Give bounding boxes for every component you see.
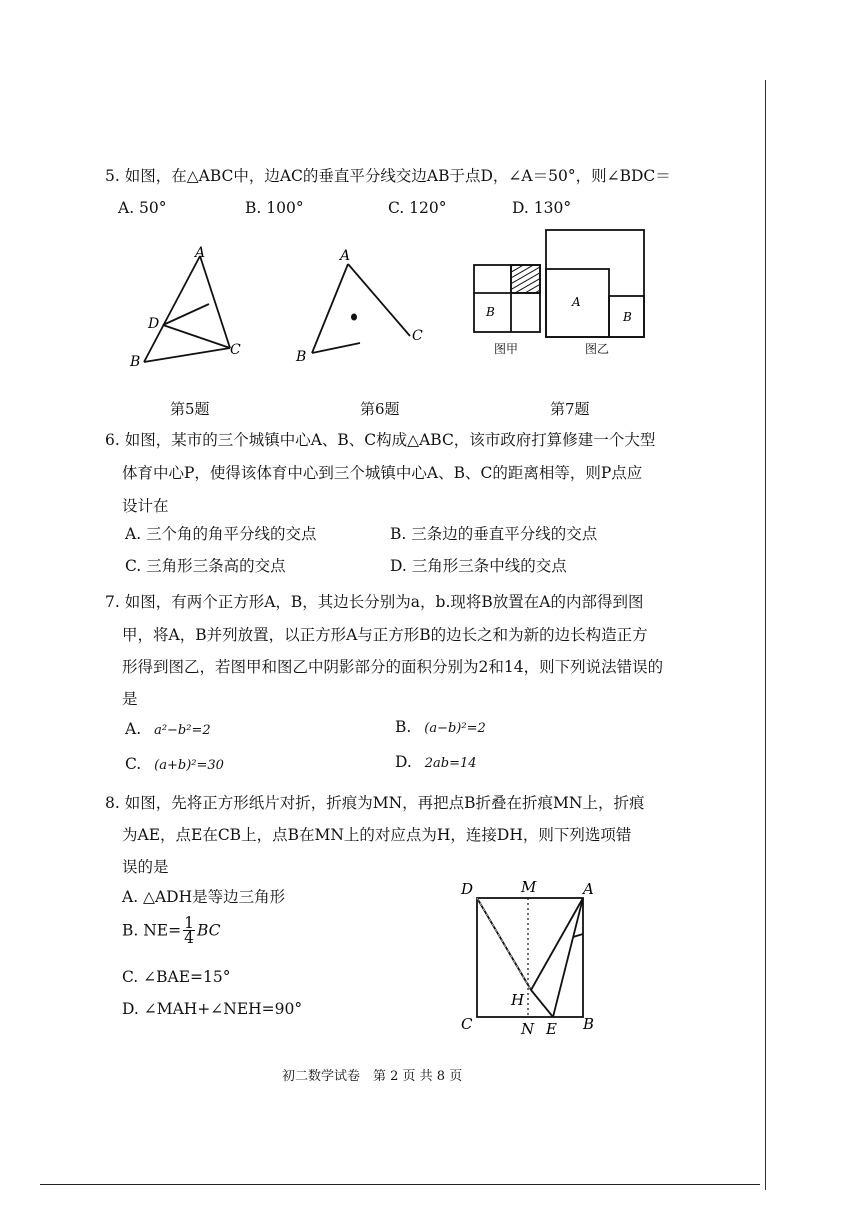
page-footer: 初二数学试卷 第 2 页 共 8 页 [282,1069,463,1084]
q7-option-b-letter: B. [395,718,412,736]
fig8-label-n: N [521,1020,535,1038]
fig7-yi-caption: 图乙 [585,342,610,356]
q7-option-b [395,718,486,736]
q7-option-c-letter: C. [125,755,142,773]
fig5-label-d: D [148,316,160,332]
q7-line3: 形得到图乙，若图甲和图乙中阴影部分的面积分别为2和14，则下列说法错误的 [122,658,664,676]
fig8-label-d: D [461,880,474,898]
q6-line1: 6. 如图，某市的三个城镇中心A、B、C构成△ABC，该市政府打算修建一个大型 [105,431,656,449]
q5-option-b: B. 100° [245,199,304,217]
fig8-label-a: A [583,880,594,898]
q7-line1: 7. 如图，有两个正方形A，B，其边长分别为a，b.现将B放置在A的内部得到图 [105,593,644,611]
fig7-caption: 第7题 [550,400,590,418]
fig5-caption: 第5题 [170,400,210,418]
q8-line1: 8. 如图，先将正方形纸片对折，折痕为MN，再把点B折叠在折痕MN上，折痕 [105,794,645,812]
fraction-numerator: 1 [184,914,194,932]
q7-option-c [125,755,224,773]
q8-option-d: D. ∠MAH+∠NEH=90° [122,1000,303,1018]
q7-option-a-expr: a²−b²=2 [154,723,211,738]
q8-option-b-fraction [183,916,195,945]
q8-option-b [122,916,221,945]
fig7-jia-label-b: B [486,305,495,319]
q7-option-d-expr: 2ab=14 [424,756,477,771]
fig6-triangle-diagram [290,240,440,375]
fig8-label-c: C [461,1015,473,1033]
q6-line2: 体育中心P，使得该体育中心到三个城镇中心A、B、C的距离相等，则P点应 [122,464,643,482]
q6-line3: 设计在 [122,497,169,515]
q5-option-d: D. 130° [512,199,572,217]
q6-option-d: D. 三角形三条中线的交点 [390,557,567,575]
fig7-squares-diagram [470,226,660,356]
q7-line4: 是 [122,690,138,708]
q8-line3: 误的是 [122,858,169,876]
q6-option-b: B. 三条边的垂直平分线的交点 [390,525,598,543]
fig8-label-h: H [511,991,525,1009]
fig8-square-fold-diagram [455,872,605,1042]
q7-option-a-letter: A. [125,720,142,738]
fig8-label-m: M [521,878,537,896]
q8-option-b-suffix: BC [196,921,221,940]
fig7-yi-label-a: A [572,295,581,309]
q8-option-b-prefix: B. NE= [122,921,182,940]
fig6-label-c: C [412,328,423,344]
fig6-label-b: B [296,349,307,365]
q5-option-a: A. 50° [118,199,167,217]
q7-option-a [125,720,211,738]
fig8-label-b: B [583,1015,595,1033]
fig5-triangle-diagram [120,240,260,375]
q5-stem: 5. 如图，在△ABC中，边AC的垂直平分线交边AB于点D，∠A＝50°，则∠BDC＝ [105,167,671,185]
q5-option-c: C. 120° [388,199,447,217]
fig7-jia-caption: 图甲 [494,342,519,356]
fig6-caption: 第6题 [360,400,400,418]
fig6-label-a: A [340,248,351,264]
fig5-label-b: B [130,354,141,370]
fig7-yi-label-b: B [623,310,632,324]
fraction-denominator: 4 [184,929,194,947]
q7-line2: 甲，将A，B并列放置，以正方形A与正方形B的边长之和为新的边长构造正方 [122,626,648,644]
bottom-rule [40,1184,760,1185]
q8-option-a: A. △ADH是等边三角形 [122,888,286,906]
fig5-label-c: C [230,342,241,358]
q7-option-d-letter: D. [395,753,412,771]
fig5-label-a: A [195,245,206,261]
q6-option-c: C. 三角形三条高的交点 [125,557,286,575]
q7-option-b-expr: (a−b)²=2 [424,721,486,736]
q7-option-d [395,753,477,771]
page-edge-line [765,80,766,1190]
q6-option-a: A. 三个角的角平分线的交点 [125,525,317,543]
q8-option-c: C. ∠BAE=15° [122,968,231,986]
q8-line2: 为AE，点E在CB上，点B在MN上的对应点为H，连接DH，则下列选项错 [122,826,632,844]
fig8-label-e: E [546,1020,557,1038]
q7-option-c-expr: (a+b)²=30 [154,758,224,773]
